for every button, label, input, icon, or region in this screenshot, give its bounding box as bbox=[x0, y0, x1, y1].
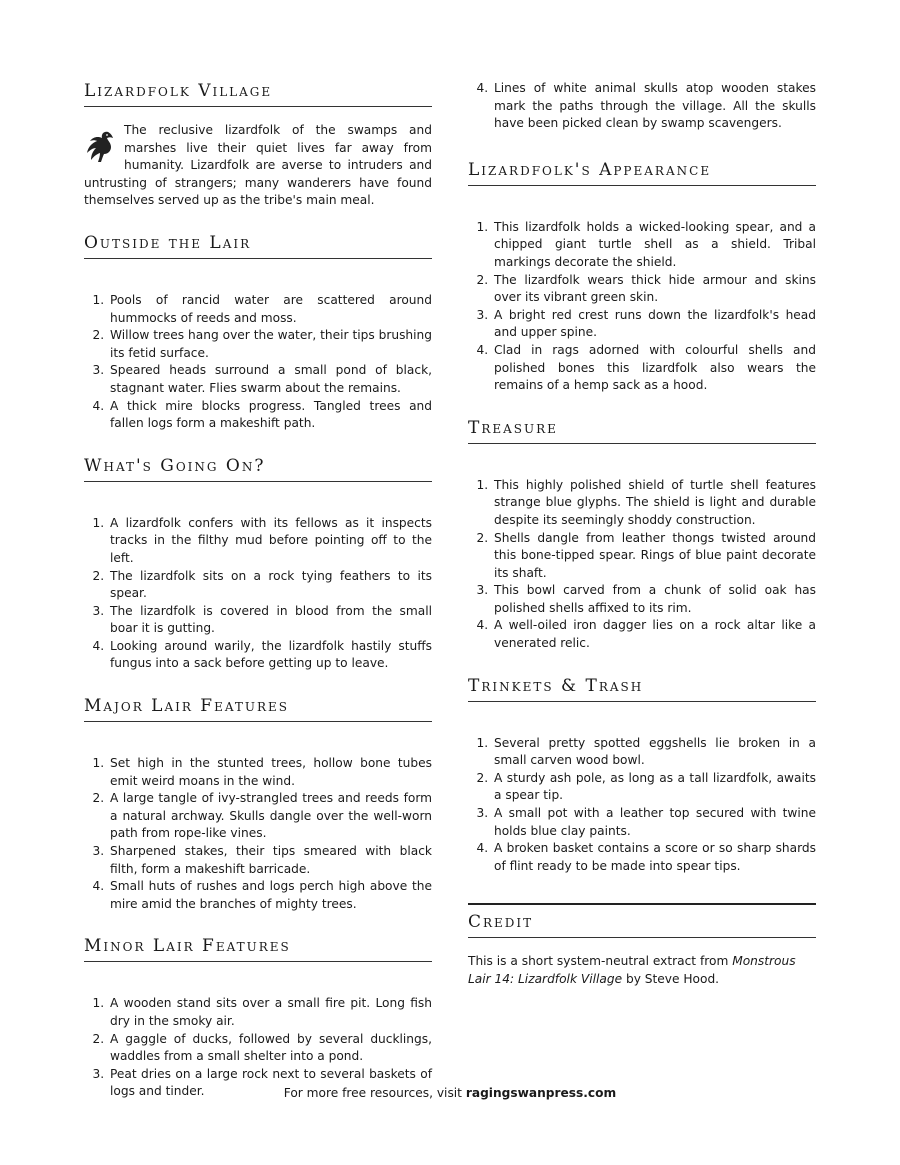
list-item: 3. The lizardfolk is covered in blood from the small boar it is gutting. bbox=[108, 603, 432, 638]
appearance-section bbox=[468, 159, 816, 395]
minor-features-list bbox=[84, 977, 432, 1101]
credit-book-title: Monstrous Lair 14: Lizardfolk Village bbox=[468, 954, 796, 986]
list-item: 1. A wooden stand sits over a small fire pit. Long fish dry in the smoky air. bbox=[108, 995, 432, 1030]
right-column bbox=[468, 80, 816, 1011]
list-item: 1. A lizardfolk confers with its fellows as it inspects tracks in the filthy mud before pointing off to the left. bbox=[108, 515, 432, 568]
trinkets-title: Trinkets & Trash bbox=[468, 675, 816, 702]
list-item: 1. Several pretty spotted eggshells lie broken in a small carven wood bowl. bbox=[492, 735, 816, 770]
footer-link[interactable]: ragingswanpress.com bbox=[465, 1086, 617, 1100]
outside-list bbox=[84, 274, 432, 433]
list-item: 3. Sharpened stakes, their tips smeared with black filth, form a makeshift barricade. bbox=[108, 843, 432, 878]
list-item: 1. Pools of rancid water are scattered around hummocks of reeds and moss. bbox=[108, 292, 432, 327]
list-item: 2. A gaggle of ducks, followed by several ducklings, waddles from a small shelter into a pond. bbox=[108, 1031, 432, 1066]
minor-features-section bbox=[84, 935, 432, 1101]
list-item: 2. The lizardfolk sits on a rock tying feathers to its spear. bbox=[108, 568, 432, 603]
whats-going-on-list bbox=[84, 497, 432, 673]
treasure-list bbox=[468, 459, 816, 653]
minor-features-continued bbox=[468, 80, 816, 133]
treasure-title: Treasure bbox=[468, 417, 816, 444]
list-item: 3. This bowl carved from a chunk of solid oak has polished shells affixed to its rim. bbox=[492, 582, 816, 617]
minor-features-title: Minor Lair Features bbox=[84, 935, 432, 962]
page-title: Lizardfolk Village bbox=[84, 80, 432, 107]
list-item: 3. Speared heads surround a small pond of black, stagnant water. Flies swarm about the remains. bbox=[108, 362, 432, 397]
minor-features-list-continued bbox=[468, 80, 816, 133]
intro-text: The reclusive lizardfolk of the swamps and marshes live their quiet lives far away from humanity. Lizardfolk are averse to intruders and untrusting of strangers; many wanderers have found themselves served up as the tribe's main meal. bbox=[84, 123, 432, 208]
list-item: 4. Looking around warily, the lizardfolk hastily stuffs fungus into a sack before getting up to leave. bbox=[108, 638, 432, 673]
list-item: 4. Small huts of rushes and logs perch high above the mire amid the branches of mighty trees. bbox=[108, 878, 432, 913]
credit-text-before: This is a short system-neutral extract from bbox=[468, 954, 733, 969]
trinkets-list bbox=[468, 717, 816, 876]
list-item: 4. Lines of white animal skulls atop wooden stakes mark the paths through the village. All the skulls have been picked clean by swamp scavengers. bbox=[492, 80, 816, 133]
major-features-section bbox=[84, 695, 432, 913]
list-item: 2. Willow trees hang over the water, their tips brushing its fetid surface. bbox=[108, 327, 432, 362]
footer bbox=[0, 1086, 900, 1100]
outside-title: Outside the Lair bbox=[84, 232, 432, 259]
list-item: 4. Clad in rags adorned with colourful shells and polished bones this lizardfolk also wears the remains of a hemp sack as a hood. bbox=[492, 342, 816, 395]
list-item: 2. A large tangle of ivy-strangled trees and reeds form a natural archway. Skulls dangle over the well-worn path from rope-like vines. bbox=[108, 790, 432, 843]
list-item: 1. This lizardfolk holds a wicked-looking spear, and a chipped giant turtle shell as a shield. Tribal markings decorate the shield. bbox=[492, 219, 816, 272]
credit-text bbox=[468, 953, 816, 988]
credit-title: Credit bbox=[468, 903, 816, 938]
list-item: 2. Shells dangle from leather thongs twisted around this bone-tipped spear. Rings of blue paint decorate its shaft. bbox=[492, 530, 816, 583]
appearance-title: Lizardfolk's Appearance bbox=[468, 159, 816, 186]
list-item: 4. A thick mire blocks progress. Tangled trees and fallen logs form a makeshift path. bbox=[108, 398, 432, 433]
appearance-list bbox=[468, 201, 816, 395]
list-item: 2. A sturdy ash pole, as long as a tall lizardfolk, awaits a spear tip. bbox=[492, 770, 816, 805]
list-item: 4. A well-oiled iron dagger lies on a rock altar like a venerated relic. bbox=[492, 617, 816, 652]
whats-going-on-section bbox=[84, 455, 432, 673]
list-item: 3. Peat dries on a large rock next to several baskets of logs and tinder. bbox=[108, 1066, 432, 1101]
raven-logo-icon bbox=[84, 128, 118, 164]
list-item: 3. A bright red crest runs down the lizardfolk's head and upper spine. bbox=[492, 307, 816, 342]
list-item: 3. A small pot with a leather top secured with twine holds blue clay paints. bbox=[492, 805, 816, 840]
intro-paragraph bbox=[84, 122, 432, 210]
list-item: 1. Set high in the stunted trees, hollow bone tubes emit weird moans in the wind. bbox=[108, 755, 432, 790]
list-item: 2. The lizardfolk wears thick hide armour and skins over its vibrant green skin. bbox=[492, 272, 816, 307]
intro-section bbox=[84, 80, 432, 210]
major-features-title: Major Lair Features bbox=[84, 695, 432, 722]
left-column bbox=[84, 80, 432, 1123]
trinkets-section bbox=[468, 675, 816, 876]
credit-section bbox=[468, 903, 816, 988]
treasure-section bbox=[468, 417, 816, 653]
footer-prefix: For more free resources, visit bbox=[283, 1086, 466, 1100]
list-item: 1. This highly polished shield of turtle shell features strange blue glyphs. The shield is light and durable despite its seemingly shoddy construction. bbox=[492, 477, 816, 530]
outside-section bbox=[84, 232, 432, 433]
list-item: 4. A broken basket contains a score or so sharp shards of flint ready to be made into spear tips. bbox=[492, 840, 816, 875]
whats-going-on-title: What's Going On? bbox=[84, 455, 432, 482]
major-features-list bbox=[84, 737, 432, 913]
credit-text-after: by Steve Hood. bbox=[622, 972, 720, 986]
